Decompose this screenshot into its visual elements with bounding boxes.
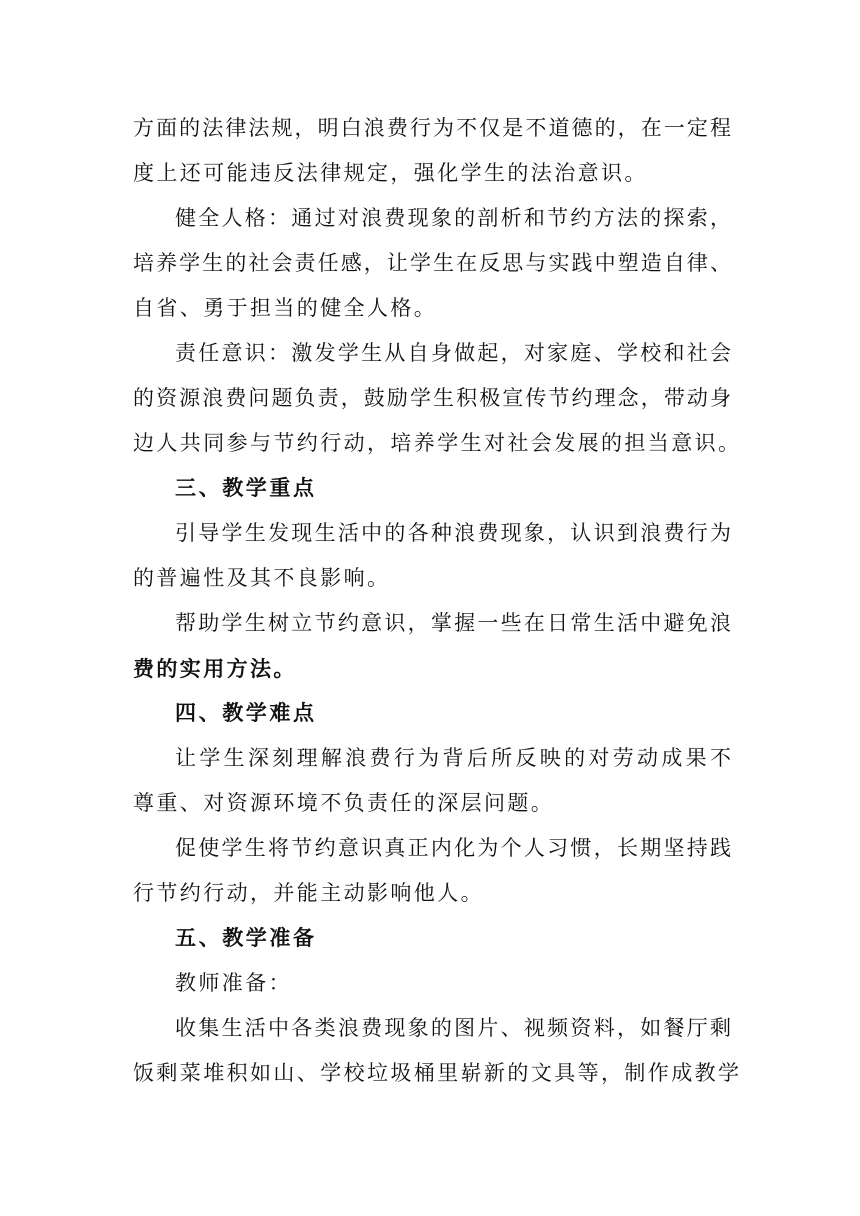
paragraph-line: 收集生活中各类浪费现象的图片、视频资料，如餐厅剩 [175, 1016, 731, 1040]
section-heading: 四、教学难点 [175, 701, 317, 725]
paragraph-line: 度上还可能违反法律规定，强化学生的法治意识。 [133, 161, 648, 185]
document-page [133, 106, 742, 1096]
paragraph-line: 教师准备： [175, 971, 292, 995]
paragraph-line: 自省、勇于担当的健全人格。 [133, 296, 438, 320]
paragraph-line: 饭剩菜堆积如山、学校垃圾桶里崭新的文具等，制作成教学 [133, 1061, 742, 1085]
paragraph-line: 方面的法律法规，明白浪费行为不仅是不道德的，在一定程 [133, 116, 731, 140]
paragraph-line: 行节约行动，并能主动影响他人。 [133, 881, 484, 905]
section-heading: 三、教学重点 [175, 476, 317, 500]
paragraph-line: 责任意识：激发学生从自身做起，对家庭、学校和社会 [175, 341, 731, 365]
section-heading: 五、教学准备 [175, 926, 317, 950]
paragraph-line: 引导学生发现生活中的各种浪费现象，认识到浪费行为 [175, 521, 731, 545]
paragraph-line: 培养学生的社会责任感，让学生在反思与实践中塑造自律、 [133, 251, 731, 275]
paragraph-line: 费的实用方法。 [133, 656, 297, 681]
paragraph-line: 帮助学生树立节约意识，掌握一些在日常生活中避免浪 [175, 611, 731, 635]
paragraph-line: 边人共同参与节约行动，培养学生对社会发展的担当意识。 [133, 431, 742, 455]
paragraph-line: 健全人格：通过对浪费现象的剖析和节约方法的探索， [175, 206, 731, 230]
paragraph-line: 让学生深刻理解浪费行为背后所反映的对劳动成果不 [175, 746, 731, 770]
paragraph-line: 促使学生将节约意识真正内化为个人习惯，长期坚持践 [175, 836, 731, 860]
paragraph-line: 的普遍性及其不良影响。 [133, 566, 391, 590]
paragraph-line: 的资源浪费问题负责，鼓励学生积极宣传节约理念，带动身 [133, 386, 731, 410]
paragraph-line: 尊重、对资源环境不负责任的深层问题。 [133, 791, 555, 815]
